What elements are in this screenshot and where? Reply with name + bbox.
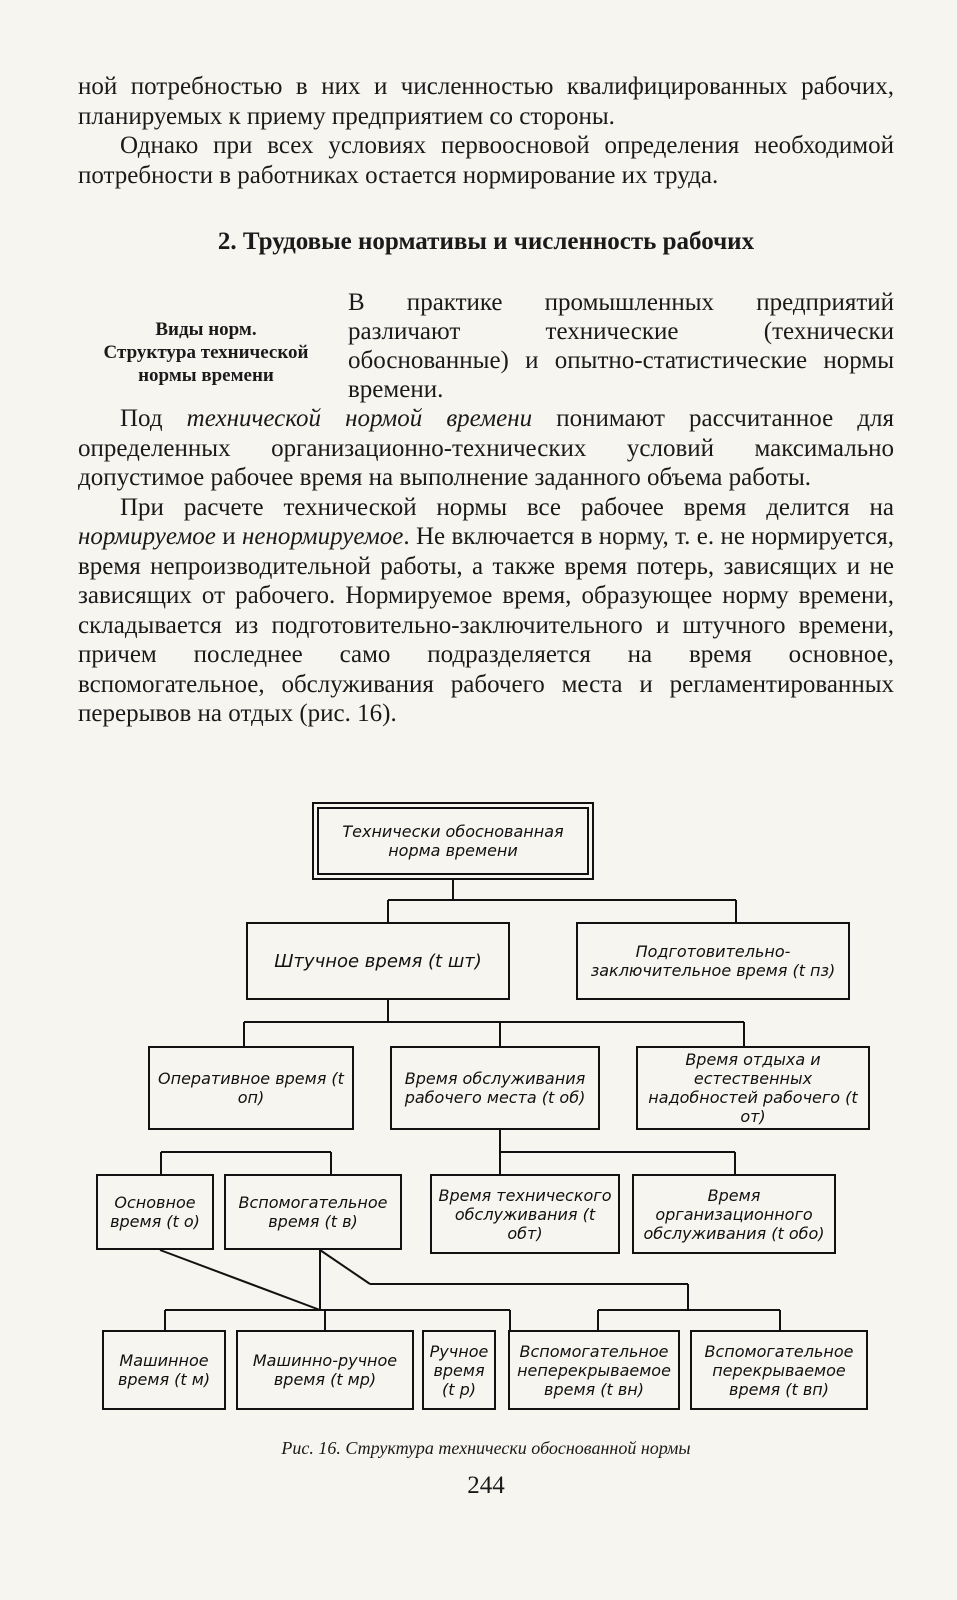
definition-term: технической нормой времени (186, 405, 533, 432)
manual-time-box: Ручное время (t р) (422, 1330, 496, 1410)
figure-caption: Рис. 16. Структура технически обоснованной нормы (281, 1438, 691, 1458)
side-heading-line2: Структура технической (103, 342, 309, 363)
service-time-box: Время обслуживания рабочего места (t об) (390, 1046, 600, 1130)
calc-term2: ненормируемое (241, 523, 404, 550)
rest-time-box: Время отдыха и естественных надобностей рабочего (t от) (636, 1046, 870, 1130)
root-norm-box: Технически обоснованная норма времени (312, 802, 594, 880)
operative-time-box: Оперативное время (t оп) (148, 1046, 354, 1130)
org-service-box: Время организационного обслуживания (t обо) (632, 1174, 836, 1254)
side-paragraph: В практике промышленных предприятий различают технические (технически обоснованные) и опытно-статистические нормы времени. (348, 289, 894, 403)
definition-after: понимают рассчитанное для определенных организационно-технических условий максимально допустимое рабочее время на выполнение заданного объема работы. (78, 405, 894, 491)
machine-manual-time-box: Машинно-ручное время (t мр) (236, 1330, 414, 1410)
machine-time-box: Машинное время (t м) (102, 1330, 226, 1410)
aux-overlap-box: Вспомогательное перекрываемое время (t вп) (690, 1330, 868, 1410)
calc-part1: При расчете технической нормы все рабочее время делится на (120, 493, 894, 521)
paragraph-normalization: Однако при всех условиях первоосновой определения необходимой потребности в работниках остается нормирование их труда. (78, 132, 894, 189)
section-heading: 2. Трудовые нормативы и численность рабочих (217, 228, 755, 255)
structure-diagram (90, 790, 880, 1430)
paragraph-definition (78, 404, 894, 493)
paragraph-calculation (78, 493, 894, 729)
definition-before: Под (120, 405, 187, 432)
body-text (78, 404, 894, 729)
paragraph-continuation: ной потребностью в них и численностью квалифицированных рабочих, планируемых к приему предприятием со стороны. (78, 73, 894, 130)
main-time-box: Основное время (t о) (96, 1174, 214, 1250)
top-text (78, 72, 894, 190)
prep-time-box: Подготовительно-заключительное время (t пз) (576, 922, 850, 1000)
calc-term1: нормируемое (78, 523, 216, 550)
page-number: 244 (467, 1472, 505, 1499)
aux-nonoverlap-box: Вспомогательное неперекрываемое время (t вн) (508, 1330, 680, 1410)
auxiliary-time-box: Вспомогательное время (t в) (224, 1174, 402, 1250)
calc-part2: и (215, 523, 242, 550)
side-heading (70, 318, 342, 387)
piece-time-box: Штучное время (t шт) (246, 922, 510, 1000)
side-heading-line1: Виды норм. (155, 319, 257, 340)
side-heading-line3: нормы времени (138, 365, 274, 386)
calc-part3: . Не включается в норму, т. е. не нормируется, время непроизводительной работы, а также время потерь, зависящих и не зависящих от рабочего. Нормируемое время, образующее норму времени, складывается из подготовительно-заключительного и штучного времени, причем последнее само подразделяется на время основное, вспомогательное, обслуживания рабочего места и регламентированных перерывов на отдых (рис. 16). (78, 523, 894, 727)
tech-service-box: Время технического обслуживания (t обт) (430, 1174, 620, 1254)
